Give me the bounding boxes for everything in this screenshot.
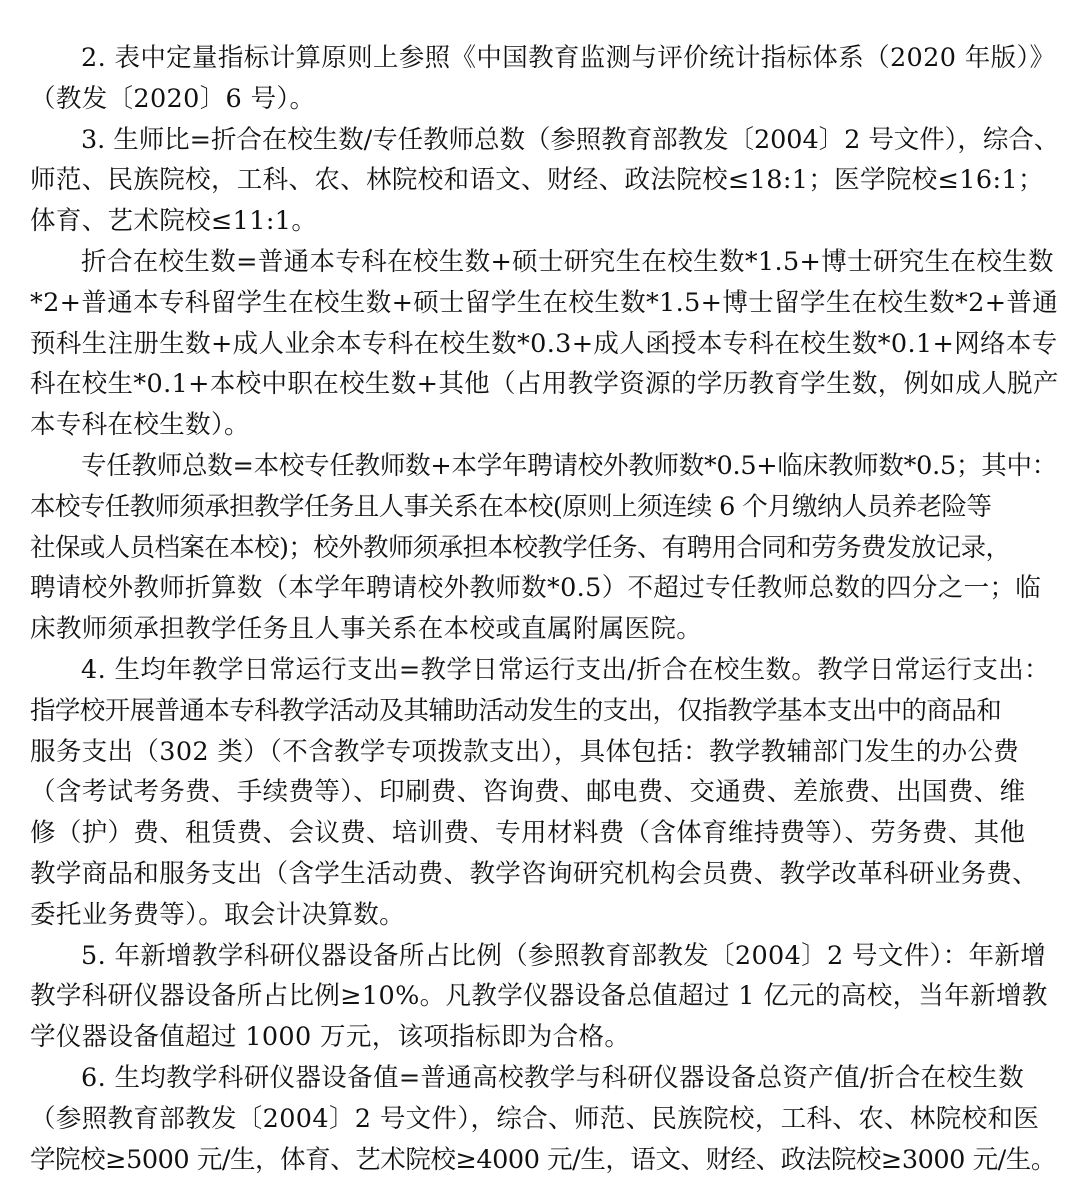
fulltime-teachers-line-3: 社保或人员档案在本校)；校外教师须承担本校教学任务、有聘用合同和劳务费发放记录， [30, 532, 1011, 563]
note-3-line-3: 体育、艺术院校≤11:1。 [30, 206, 318, 237]
note-6-line-2: （参照教育部教发〔2004〕2 号文件），综合、师范、民族院校，工科、农、林院校和医 [30, 1103, 1040, 1134]
converted-students-line-4: 科在校生*0.1+本校中职在校生数+其他（占用教学资源的学历教育学生数，例如成人脱产 [30, 369, 1059, 400]
converted-students-line-3: 预科生注册生数+成人业余本专科在校生数*0.3+成人函授本专科在校生数*0.1+网络本专 [30, 328, 1058, 359]
note-4-line-1: 4. 生均年教学日常运行支出=教学日常运行支出/折合在校生数。教学日常运行支出： [81, 654, 1050, 685]
note-4-line-5: 修（护）费、租赁费、会议费、培训费、专用材料费（含体育维持费等）、劳务费、其他 [30, 818, 1026, 849]
note-6-line-1: 6. 生均教学科研仪器设备值=普通高校教学与科研仪器设备总资产值/折合在校生数 [81, 1062, 1025, 1093]
fulltime-teachers-line-4: 聘请校外教师折算数（本学年聘请校外教师数*0.5）不超过专任教师总数的四分之一；临 [30, 573, 1042, 604]
fulltime-teachers-line-1: 专任教师总数=本校专任教师数+本学年聘请校外教师数*0.5+临床教师数*0.5；其中： [81, 450, 1057, 481]
converted-students-line-1: 折合在校生数=普通本专科在校生数+硕士研究生在校生数*1.5+博士研究生在校生数 [81, 246, 1054, 277]
note-6-line-3: 学院校≥5000 元/生，体育、艺术院校≥4000 元/生，语文、财经、政法院校≥3000 元/生。 [30, 1144, 1056, 1175]
note-3-line-1: 3. 生师比=折合在校生数/专任教师总数（参照教育部教发〔2004〕2 号文件），综合、 [81, 124, 1060, 155]
converted-students-line-5: 本专科在校生数）。 [30, 410, 250, 441]
fulltime-teachers-line-5: 床教师须承担教学任务且人事关系在本校或直属附属医院。 [30, 614, 703, 645]
note-4-line-3: 服务支出（302 类）（不含教学专项拨款支出），具体包括：教学教辅部门发生的办公费 [30, 736, 1020, 767]
note-4-line-2: 指学校开展普通本专科教学活动及其辅助活动发生的支出，仅指教学基本支出中的商品和 [30, 695, 1002, 726]
note-4-line-7: 委托业务费等）。取会计决算数。 [30, 899, 406, 930]
note-5-line-2: 教学科研仪器设备所占比例≥10%。凡教学仪器设备总值超过 1 亿元的高校，当年新增教 [30, 981, 1048, 1012]
note-5-line-3: 学仪器设备值超过 1000 万元，该项指标即为合格。 [30, 1022, 631, 1053]
note-2-line-2: （教发〔2020〕6 号）。 [30, 83, 316, 114]
fulltime-teachers-line-2: 本校专任教师须承担教学任务且人事关系在本校(原则上须连续 6 个月缴纳人员养老险等 [30, 491, 992, 522]
note-3-line-2: 师范、民族院校，工科、农、林院校和语文、财经、政法院校≤18:1；医学院校≤16:1； [30, 165, 1044, 196]
converted-students-line-2: *2+普通本专科留学生在校生数+硕士留学生在校生数*1.5+博士留学生在校生数*2+普通 [30, 287, 1059, 318]
note-5-line-1: 5. 年新增教学科研仪器设备所占比例（参照教育部教发〔2004〕2 号文件）：年新增 [81, 940, 1047, 971]
note-4-line-6: 教学商品和服务支出（含学生活动费、教学咨询研究机构会员费、教学改革科研业务费、 [30, 858, 1039, 889]
note-4-line-4: （含考试考务费、手续费等）、印刷费、咨询费、邮电费、交通费、差旅费、出国费、维 [30, 777, 1026, 808]
note-2-line-1: 2. 表中定量指标计算原则上参照《中国教育监测与评价统计指标体系（2020 年版）》 [81, 43, 1056, 73]
